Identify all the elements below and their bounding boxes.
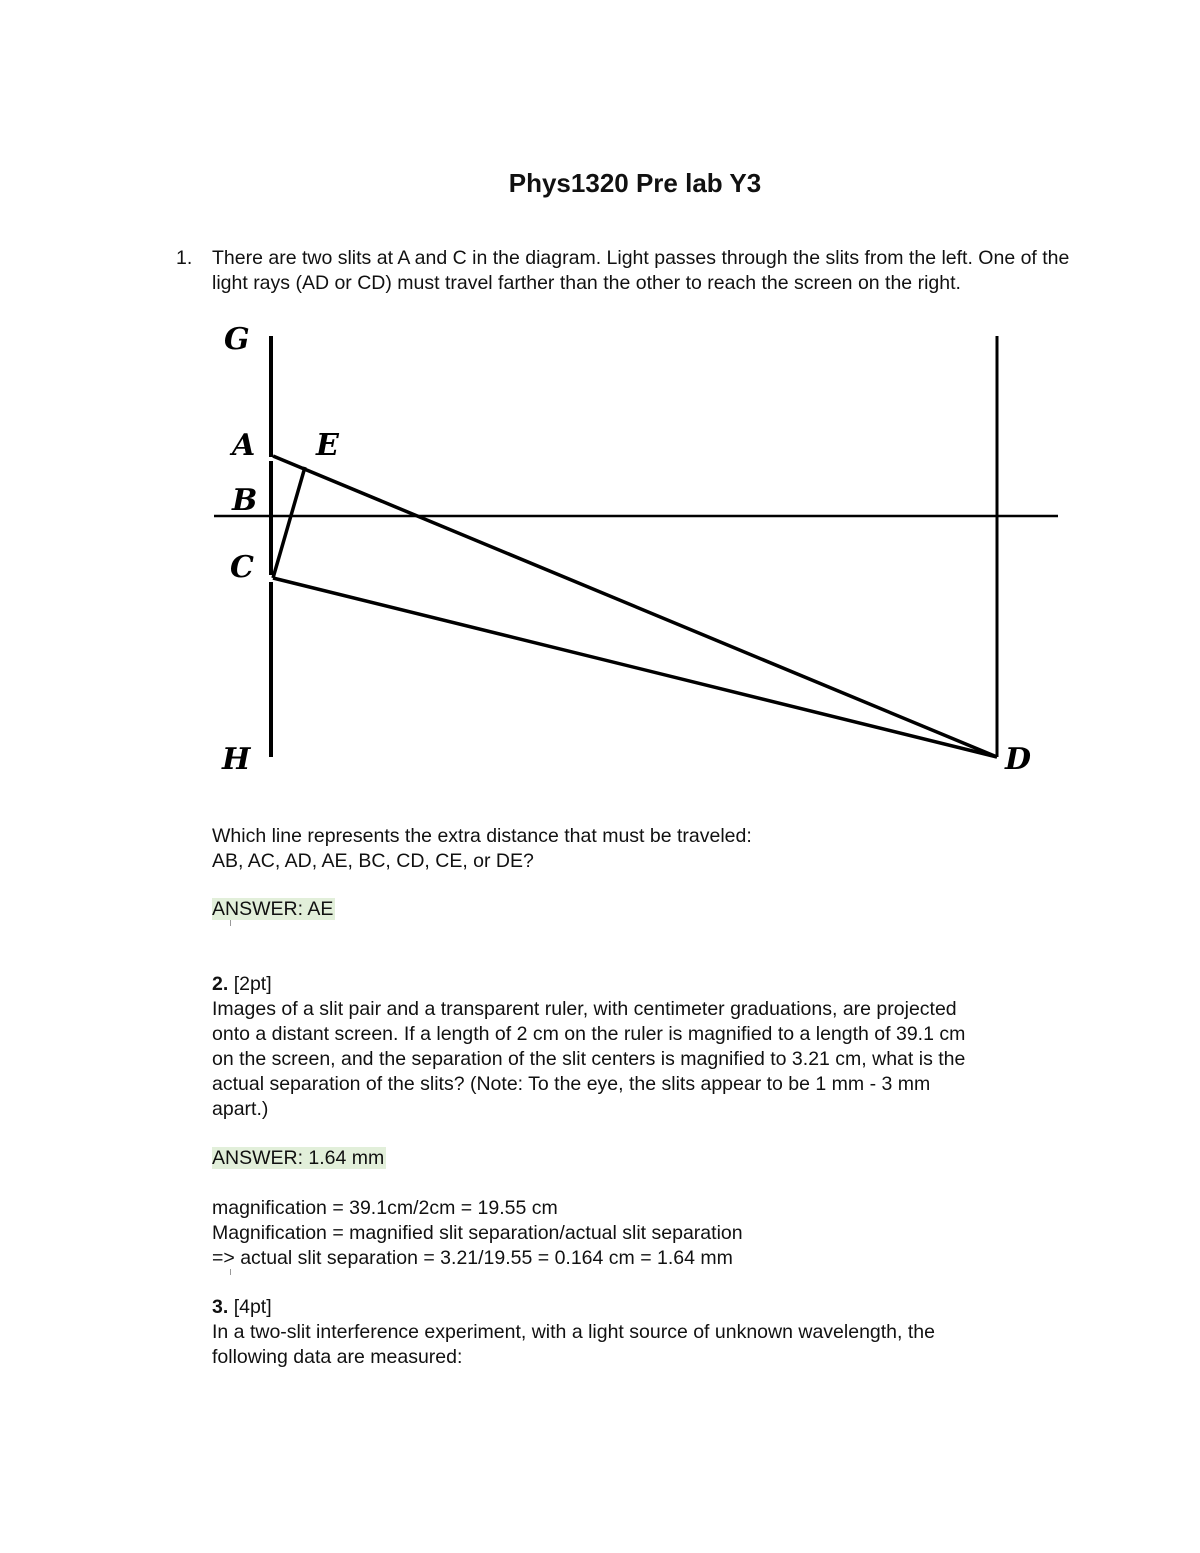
question-2	[212, 972, 1072, 1122]
question-number: 3.	[212, 1296, 229, 1318]
question-1-prompt	[212, 824, 1072, 874]
answer-2	[212, 1146, 1072, 1171]
cursor-mark	[230, 920, 231, 926]
question-number: 2.	[212, 973, 229, 995]
work-line: => actual slit separation = 3.21/19.55 = 0.164 cm = 1.64 mm	[212, 1247, 733, 1269]
work-line: magnification = 39.1cm/2cm = 19.55 cm	[212, 1197, 558, 1219]
solution-work	[212, 1196, 1072, 1271]
question-text-line: onto a distant screen. If a length of 2 cm on the ruler is magnified to a length of 39.1 cm	[212, 1023, 966, 1045]
label-h: H	[222, 742, 251, 777]
two-slit-diagram	[0, 320, 1200, 780]
question-text-line: In a two-slit interference experiment, with a light source of unknown wavelength, the	[212, 1321, 935, 1343]
page-title: Phys1320 Pre lab Y3	[508, 168, 762, 198]
question-text-line: Images of a slit pair and a transparent ruler, with centimeter graduations, are projected	[212, 998, 957, 1020]
answer-highlight: ANSWER: 1.64 mm	[212, 1147, 385, 1169]
question-text-line: following data are measured:	[212, 1346, 463, 1368]
label-b: B	[232, 483, 258, 518]
question-text-line: actual separation of the slits? (Note: To the eye, the slits appear to be 1 mm - 3 mm	[212, 1073, 931, 1095]
label-e: E	[316, 428, 339, 463]
question-text: There are two slits at A and C in the diagram. Light passes through the slits from the left. One of the light rays (AD or CD) must travel farther than the other to reach the screen on the right.	[212, 247, 1070, 294]
question-points: [4pt]	[233, 1296, 272, 1318]
label-a: A	[232, 428, 256, 463]
question-text-line: on the screen, and the separation of the slit centers is magnified to 3.21 cm, what is the	[212, 1048, 966, 1070]
label-g: G	[224, 322, 250, 357]
prompt-choices: AB, AC, AD, AE, BC, CD, CE, or DE?	[212, 850, 534, 872]
line-ce	[273, 467, 305, 578]
answer-1	[212, 897, 1072, 922]
work-line: Magnification = magnified slit separation/actual slit separation	[212, 1222, 743, 1244]
question-3	[212, 1295, 1072, 1370]
question-points: [2pt]	[233, 973, 272, 995]
prompt-line: Which line represents the extra distance that must be traveled:	[212, 825, 752, 847]
question-number: 1.	[176, 247, 193, 269]
answer-highlight: ANSWER: AE	[212, 898, 334, 920]
label-d: D	[1005, 742, 1032, 777]
question-text-line: apart.)	[212, 1098, 269, 1120]
label-c: C	[230, 550, 254, 585]
cursor-mark	[230, 1269, 231, 1275]
